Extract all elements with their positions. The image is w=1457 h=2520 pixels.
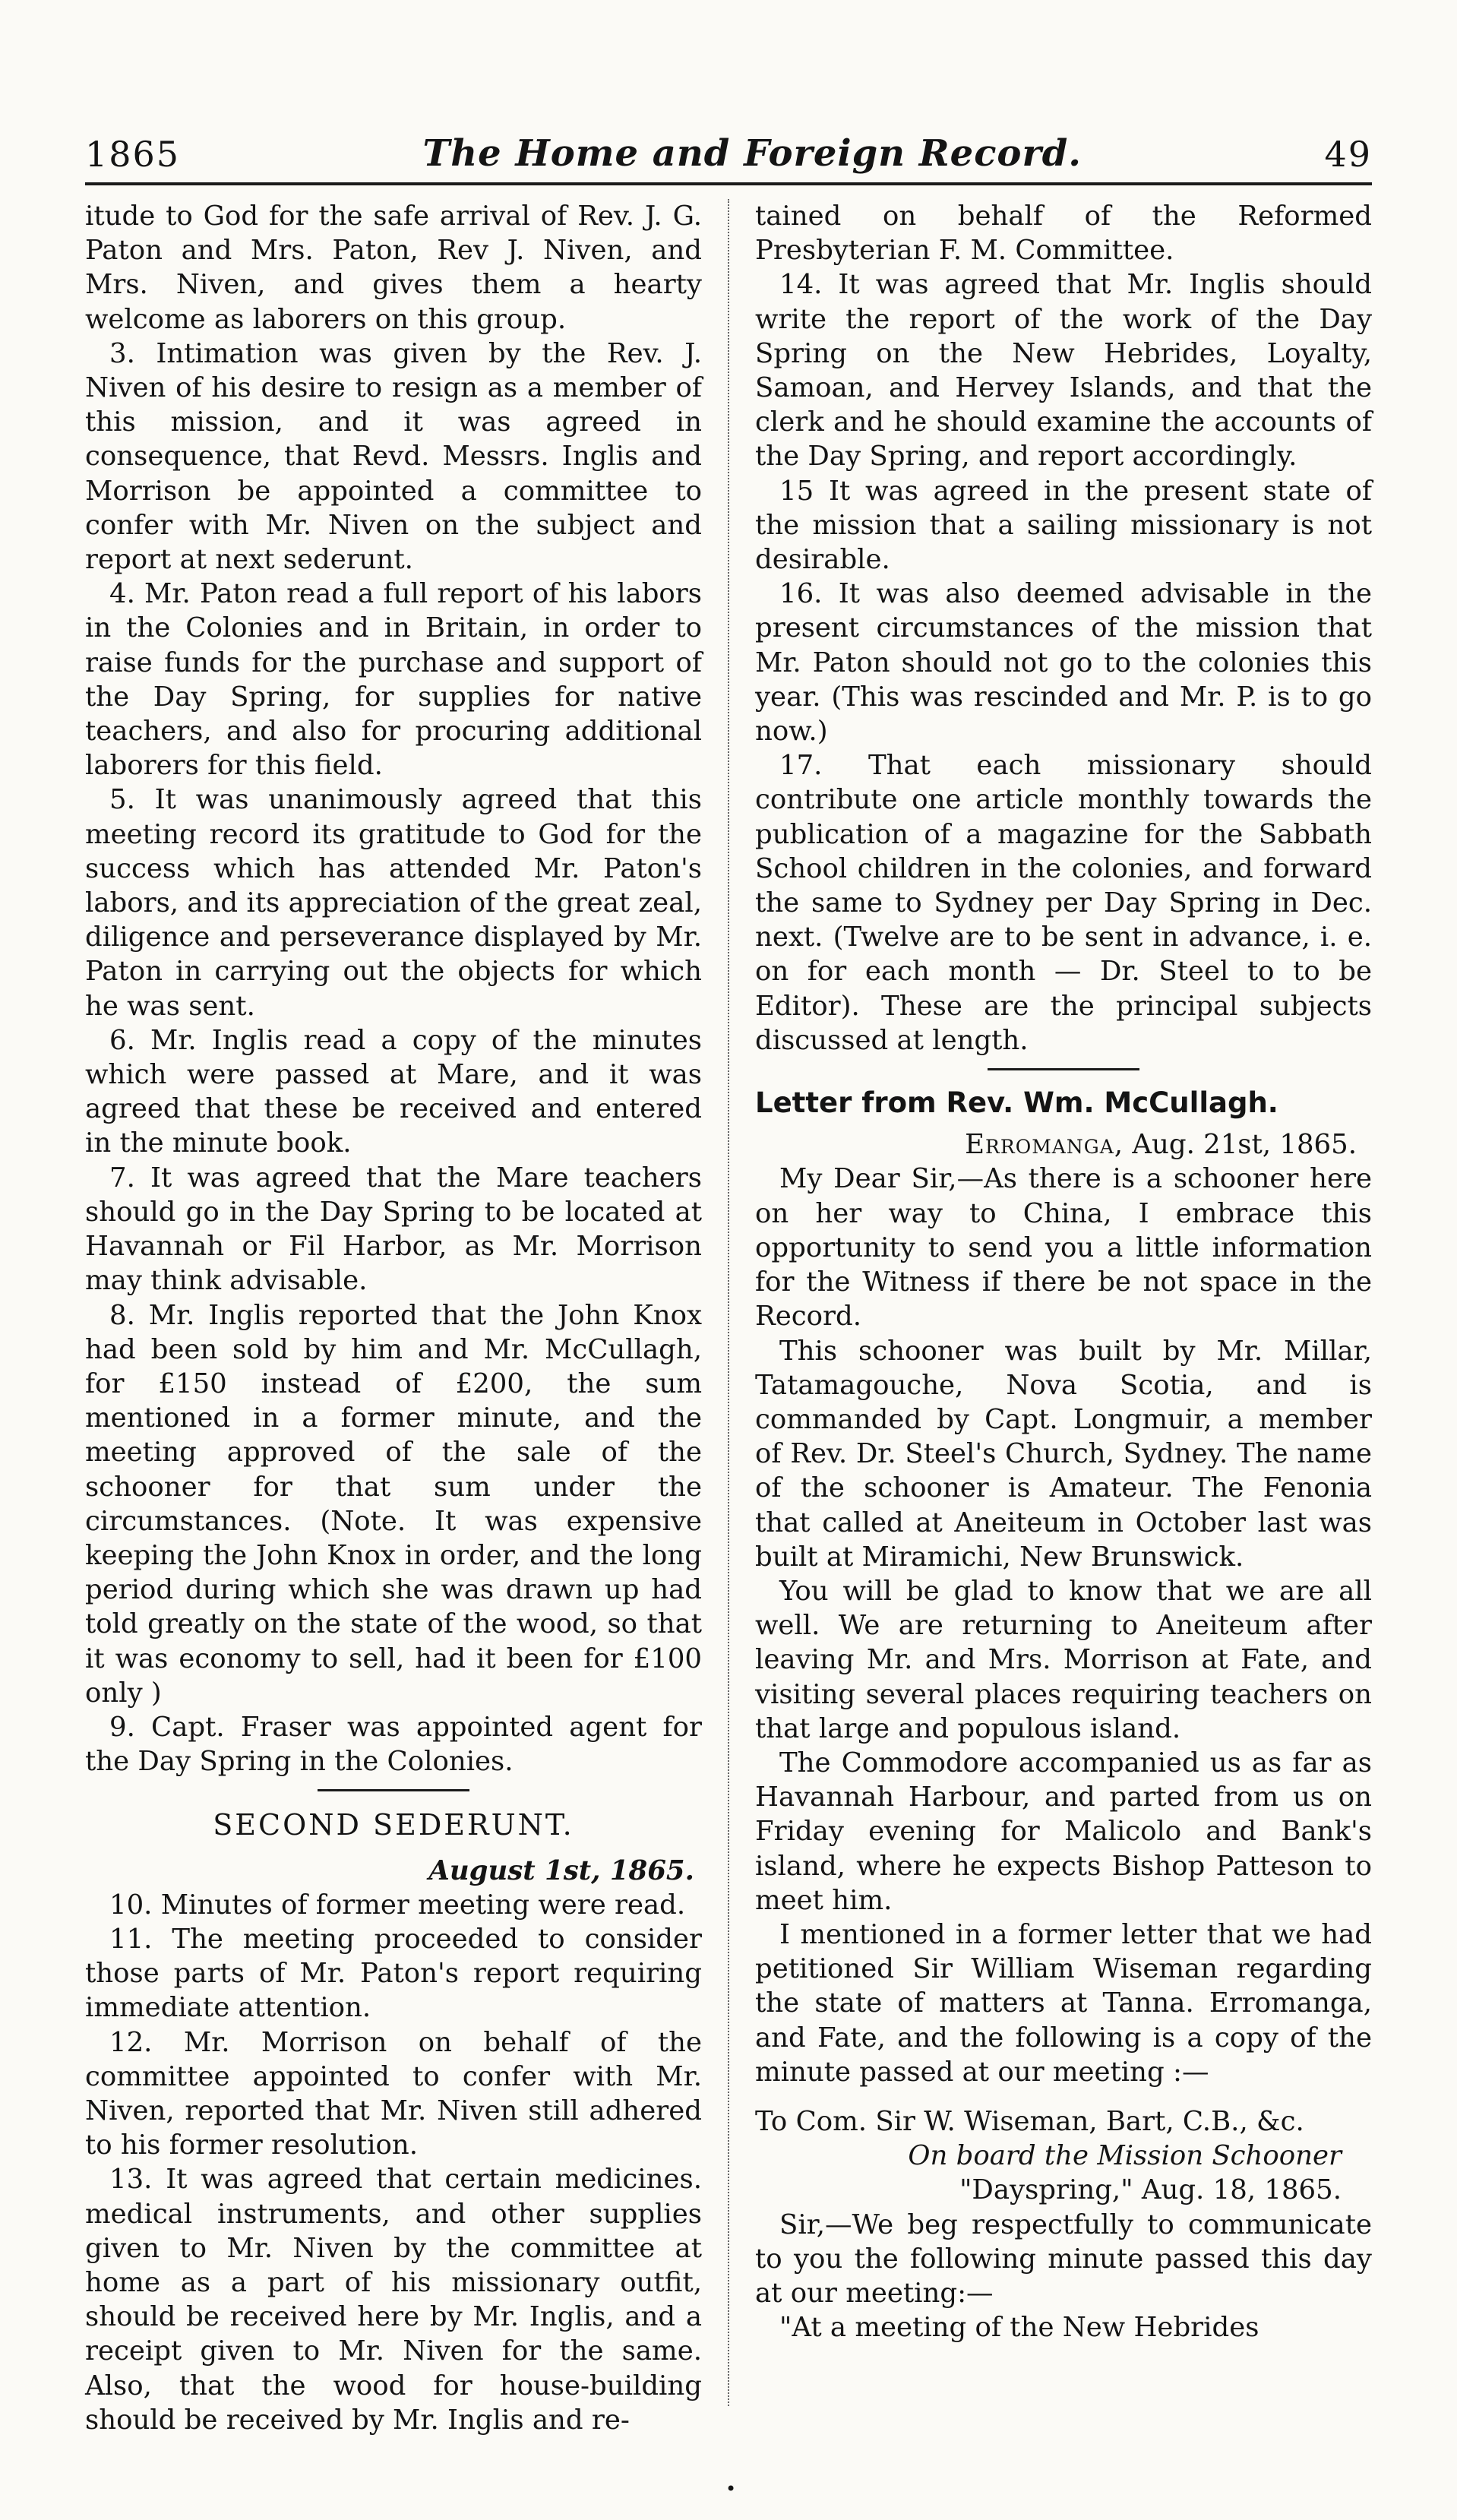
paragraph: 4. Mr. Paton read a full report of his labors in the Colonies and in Britain, in order to raise funds for the purchase and support of the Day Spring, for supplies for native teachers, and also for procuring additional laborers for this field.: [85, 578, 702, 782]
paragraph: 9. Capt. Fraser was appointed agent for the Day Spring in the Colonies.: [85, 1711, 702, 1778]
page-number: 49: [1324, 134, 1372, 175]
paragraph: 14. It was agreed that Mr. Inglis should write the report of the work of the Day Spring on the New Hebrides, Loyalty, Samoan, and Hervey Islands, and that the clerk and he should examine the accounts of the Day Spring, and report accordingly.: [755, 269, 1372, 473]
paragraph: 8. Mr. Inglis reported that the John Knox had been sold by him and Mr. McCullagh, for £150 instead of £200, the sum mentioned in a former minute, and the meeting approved of the sale of the schooner for that sum under the circumstances. (Note. It was expensive keeping the John Knox in order, and the long period during which she was drawn up had told greatly on the state of the wood, so that it was economy to sell, had it been for £100 only ): [85, 1299, 702, 1709]
left-column: [85, 199, 702, 2436]
paragraph: 5. It was unanimously agreed that this meeting record its gratitude to God for the success which has attended Mr. Paton's labors, and its appreciation of the great zeal, diligence and perseverance displayed by Mr. Paton in carrying out the objects for which he was sent.: [85, 784, 702, 1022]
paragraph: tained on behalf of the Reformed Presbyterian F. M. Committee.: [755, 201, 1372, 267]
section-title: SECOND SEDERUNT.: [213, 1808, 574, 1842]
paragraph: 16. It was also deemed advisable in the present circumstances of the mission that Mr. Paton should not go to the colonies this year. (This was rescinded and Mr. P. is to go now.): [755, 578, 1372, 748]
paragraph: 13. It was agreed that certain medicines. medical instruments, and other supplies given to Mr. Niven by the committee at home as a part of his missionary outfit, should be received here by Mr. Inglis, and a receipt given to Mr. Niven for the same. Also, that the wood for house-building should be received by Mr. Inglis and re-: [85, 2164, 702, 2436]
column-divider: [728, 199, 729, 2406]
section-rule: [988, 1068, 1139, 1070]
letter-title: Letter from Rev. Wm. McCullagh.: [755, 1086, 1278, 1120]
section-date: August 1st, 1865.: [428, 1854, 694, 1886]
header-year: 1865: [85, 134, 181, 175]
paragraph: itude to God for the safe arrival of Rev. J. G. Paton and Mrs. Paton, Rev J. Niven, and Mrs. Niven, and gives them a hearty welcome as laborers on this group.: [85, 201, 702, 335]
paragraph: You will be glad to know that we are all well. We are returning to Aneiteum after leaving Mr. and Mrs. Morrison at Fate, and visiting several places requiring teachers on that large and populous island.: [755, 1575, 1372, 1744]
place-date: Aug. 21st, 1865.: [1132, 1129, 1357, 1161]
paragraph: Sir,—We beg respectfully to communicate to you the following minute passed this day at our meeting:—: [755, 2209, 1372, 2309]
paragraph: 15 It was agreed in the present state of the mission that a sailing missionary is not desirable.: [755, 475, 1372, 576]
paragraph: This schooner was built by Mr. Millar, Tatamagouche, Nova Scotia, and is commanded by Capt. Longmuir, a member of Rev. Dr. Steel's Church, Sydney. The name of the schooner is Amateur. The Fenonia that called at Aneiteum in October last was built at Miramichi, New Brunswick.: [755, 1335, 1372, 1573]
paragraph: I mentioned in a former letter that we had petitioned Sir William Wiseman regarding the state of matters at Tanna. Erromanga, and Fate, and the following is a copy of the minute passed at our meeting :—: [755, 1918, 1372, 2088]
paragraph: 10. Minutes of former meeting were read.: [109, 1889, 686, 1921]
address-line: "Dayspring," Aug. 18, 1865.: [959, 2174, 1342, 2206]
address-line: To Com. Sir W. Wiseman, Bart, C.B., &c.: [755, 2105, 1304, 2137]
text-columns: [85, 199, 1372, 2436]
right-column: [755, 199, 1372, 2406]
paragraph: 6. Mr. Inglis read a copy of the minutes which were passed at Mare, and it was agreed that these be received and entered in the minute book.: [85, 1024, 702, 1159]
paragraph: My Dear Sir,—As there is a schooner here on her way to China, I embrace this opportunity to send you a little information for the Witness if there be not space in the Record.: [755, 1163, 1372, 1333]
address-line: On board the Mission Schooner: [908, 2140, 1342, 2172]
paragraph: "At a meeting of the New Hebrides: [779, 2312, 1259, 2344]
paragraph: 3. Intimation was given by the Rev. J. Niven of his desire to resign as a member of this mission, and it was agreed in consequence, that Revd. Messrs. Inglis and Morrison be appointed a committee to confer with Mr. Niven on the subject and report at next sederunt.: [85, 337, 702, 576]
paragraph: The Commodore accompanied us as far as Havannah Harbour, and parted from us on Friday evening for Malicolo and Bank's island, where he expects Bishop Patteson to meet him.: [755, 1747, 1372, 1916]
footer-mark: •: [725, 2478, 737, 2499]
letter-address: [755, 2104, 1372, 2208]
place-name: Erromanga,: [965, 1129, 1124, 1161]
masthead-title: The Home and Foreign Record.: [422, 132, 1082, 175]
paragraph: 12. Mr. Morrison on behalf of the committee appointed to confer with Mr. Niven, reported that Mr. Niven still adhered to his former resolution.: [85, 2026, 702, 2161]
page-header: [85, 122, 1372, 185]
paragraph: 17. That each missionary should contribute one article monthly towards the publication of a magazine for the Sabbath School children in the colonies, and forward the same to Sydney per Day Spring in Dec. next. (Twelve are to be sent in advance, i. e. on for each month — Dr. Steel to to be Editor). These are the principal subjects discussed at length.: [755, 750, 1372, 1056]
paragraph: 11. The meeting proceeded to consider those parts of Mr. Paton's report requiring immediate attention.: [85, 1923, 702, 2024]
paragraph: 7. It was agreed that the Mare teachers should go in the Day Spring to be located at Havannah or Fil Harbor, as Mr. Morrison may think advisable.: [85, 1162, 702, 1297]
section-rule: [318, 1789, 469, 1791]
letter-place-date: [755, 1127, 1372, 1162]
